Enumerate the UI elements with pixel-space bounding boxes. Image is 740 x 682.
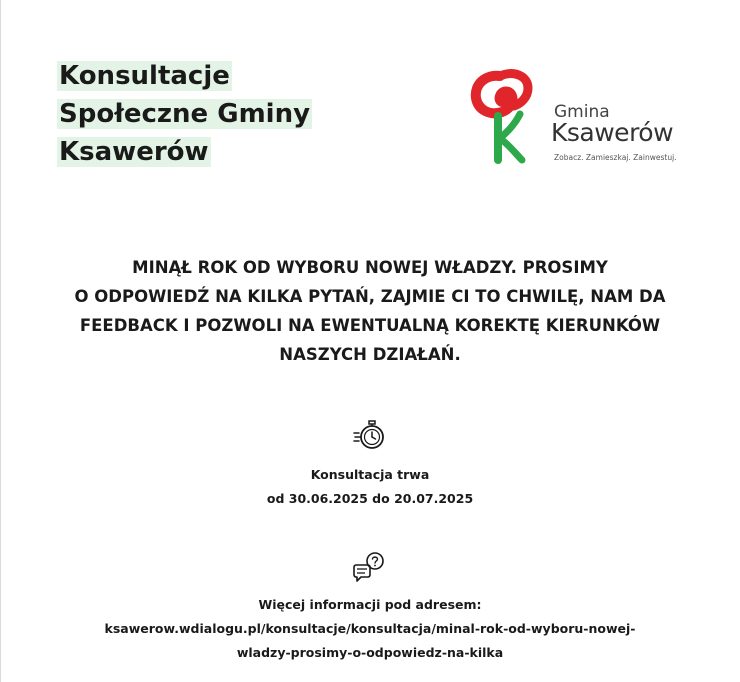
rose-logo-icon xyxy=(470,68,550,168)
consultation-duration xyxy=(170,463,570,511)
headline-line-3: FEEDBACK I POZWOLI NA EWENTUALNĄ KOREKTĘ KIERUNKÓW xyxy=(79,316,661,335)
logo-tagline: Zobacz. Zamieszkaj. Zainwestuj. xyxy=(554,153,677,162)
info-label: Więcej informacji pod adresem: xyxy=(258,597,482,612)
chat-question-icon xyxy=(353,551,387,583)
gmina-ksawerow-logo xyxy=(470,68,700,168)
logo-name-line-1: Gmina xyxy=(554,102,610,122)
headline-line-1: MINĄŁ ROK OD WYBORU NOWEJ WŁADZY. PROSIMY xyxy=(132,258,608,277)
logo-name-line-2: Ksawerów xyxy=(551,118,674,147)
stopwatch-icon xyxy=(353,418,387,452)
headline-line-2: O ODPOWIEDŹ NA KILKA PYTAŃ, ZAJMIE CI TO CHWILĘ, NAM DA xyxy=(74,287,666,306)
page-title xyxy=(57,57,377,171)
headline-line-4: NASZYCH DZIAŁAŃ. xyxy=(279,345,461,364)
title-line-2: Społeczne Gminy xyxy=(59,99,311,129)
title-line-1: Konsultacje xyxy=(59,61,230,91)
page-border xyxy=(0,0,1,682)
headline xyxy=(30,253,710,369)
more-info xyxy=(30,593,710,665)
duration-dates: od 30.06.2025 do 20.07.2025 xyxy=(266,491,474,506)
duration-label: Konsultacja trwa xyxy=(310,467,430,482)
info-url-line-2: wladzy-prosimy-o-odpowiedz-na-kilka xyxy=(236,645,504,660)
info-url-line-1: ksawerow.wdialogu.pl/konsultacje/konsultacja/minal-rok-od-wyboru-nowej- xyxy=(104,621,636,636)
title-line-3: Ksawerów xyxy=(59,137,209,167)
